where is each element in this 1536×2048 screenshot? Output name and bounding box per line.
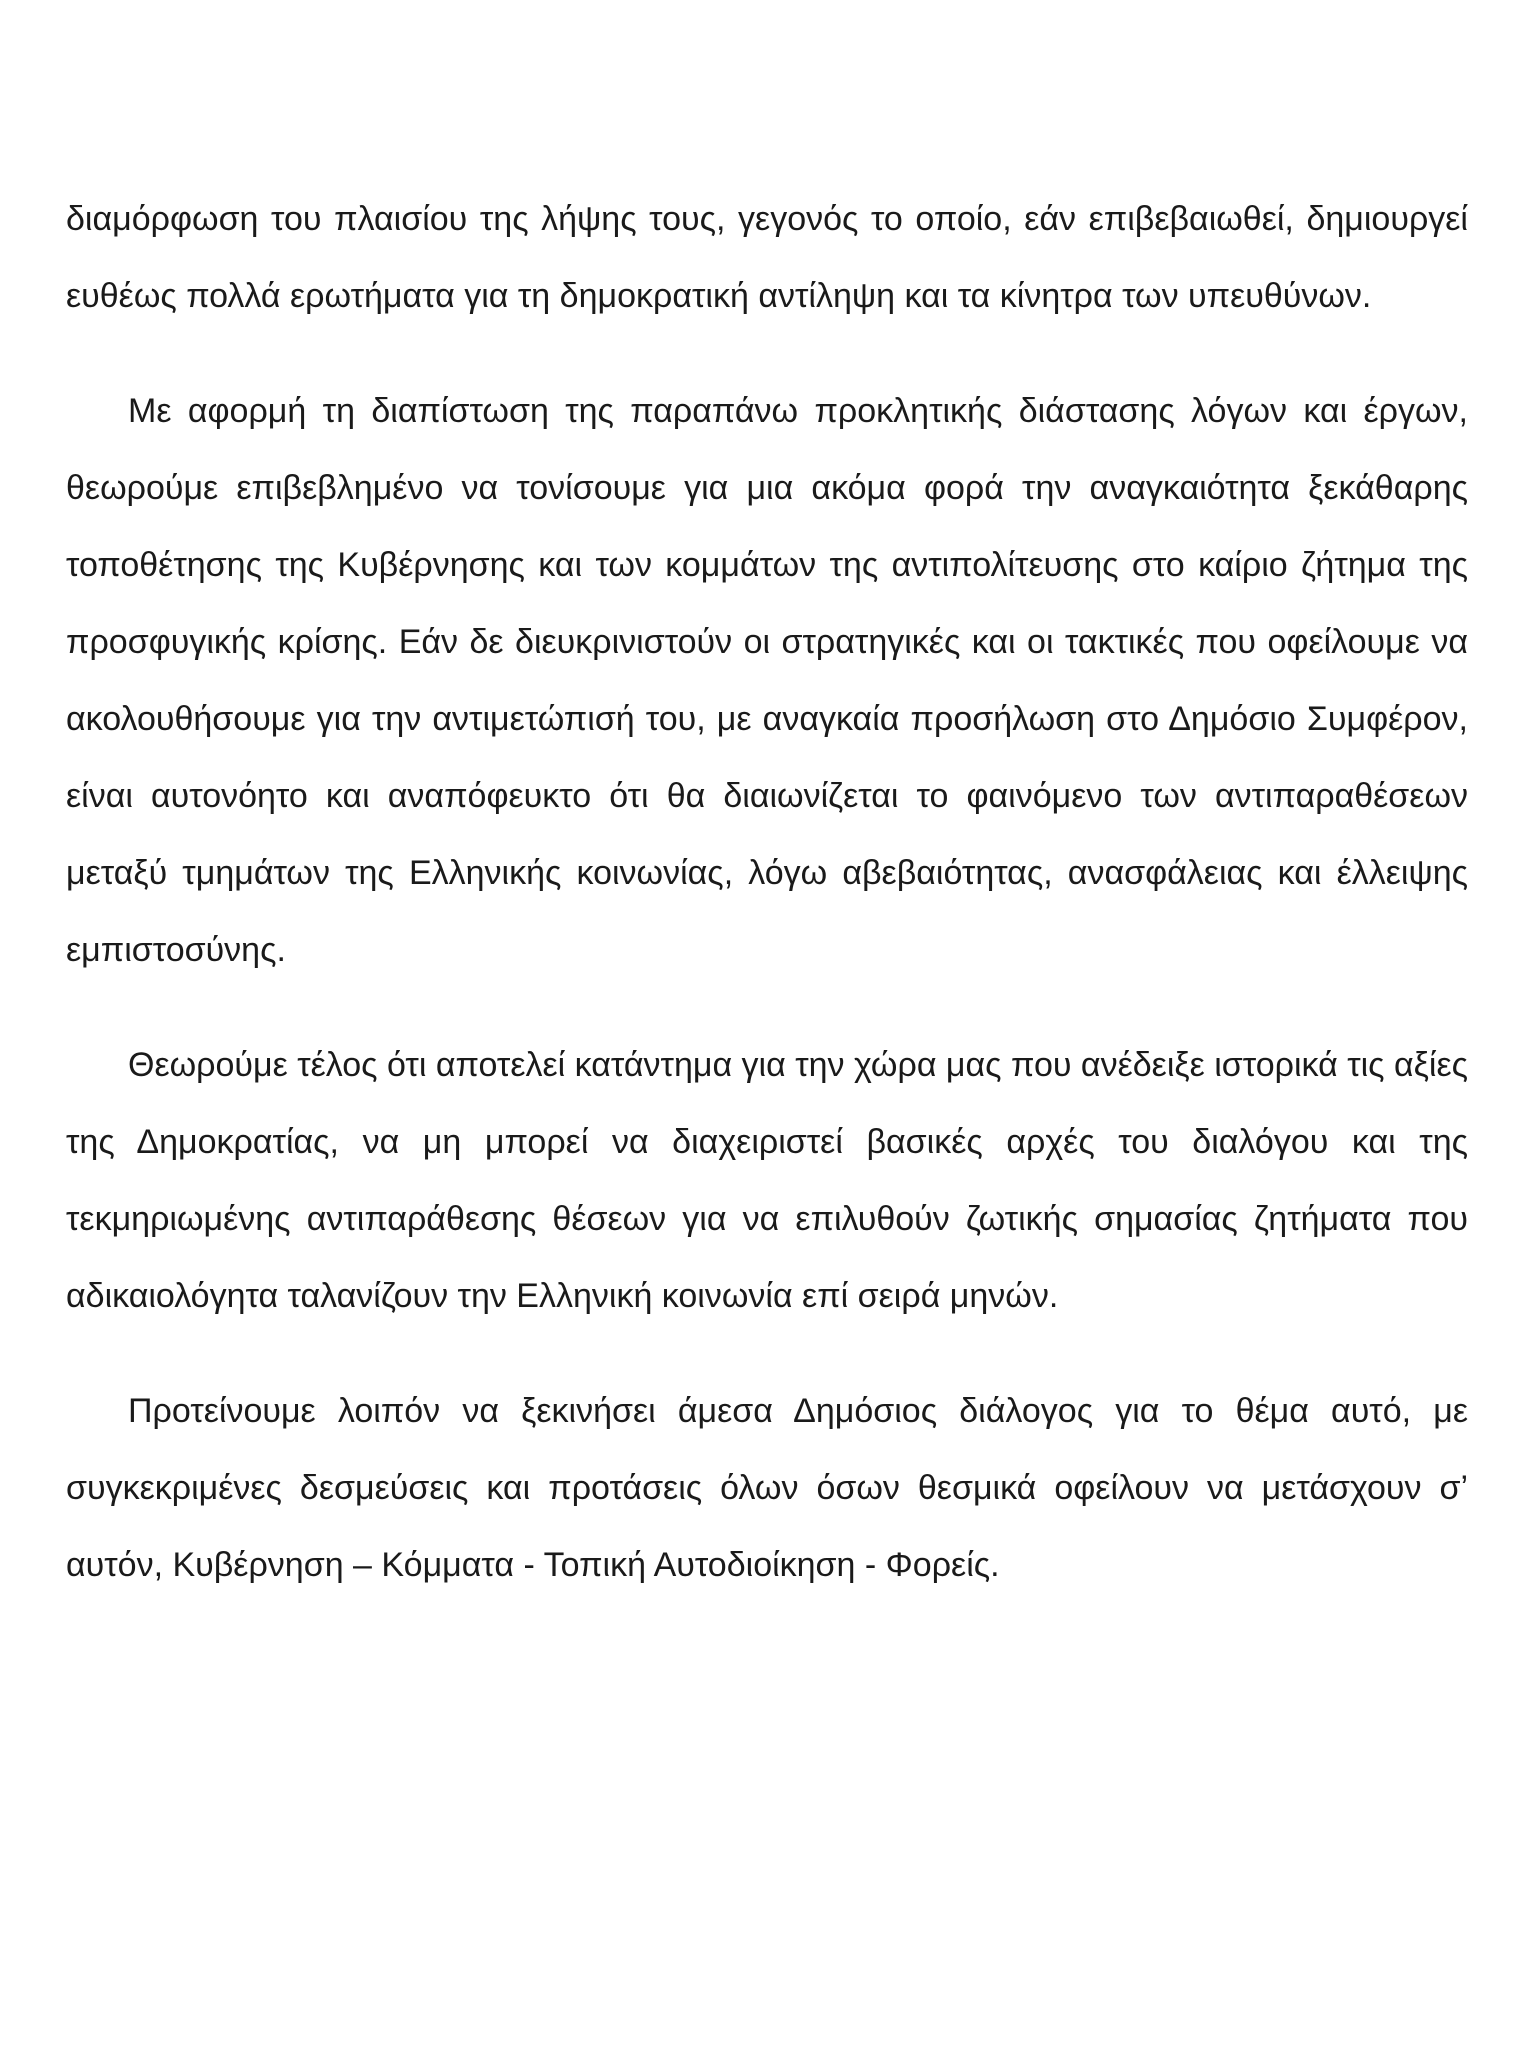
paragraph-proposal: Προτείνουμε λοιπόν να ξεκινήσει άμεσα Δημόσιος διάλογος για το θέμα αυτό, με συγκεκριμένες δεσμεύσεις και προτάσεις όλων όσων θεσμικά οφείλουν να μετάσχουν σ’ αυτόν, Κυβέρνηση – Κόμματα - Τοπική Αυτοδιοίκηση - Φορείς. [66,1392,1468,1584]
paragraph-refugee-crisis: Με αφορμή τη διαπίστωση της παραπάνω προκλητικής διάστασης λόγων και έργων, θεωρούμε επιβεβλημένο να τονίσουμε για μια ακόμα φορά την αναγκαιότητα ξεκάθαρης τοποθέτησης της Κυβέρνησης και των κομμάτων της αντιπολίτευσης στο καίριο ζήτημα της προσφυγικής κρίσης. Εάν δε διευκρινιστούν οι στρατηγικές και οι τακτικές που οφείλουμε να ακολουθήσουμε για την αντιμετώπισή του, με αναγκαία προσήλωση στο Δημόσιο Συμφέρον, είναι αυτονόητο και αναπόφευκτο ότι θα διαιωνίζεται το φαινόμενο των αντιπαραθέσεων μεταξύ τμημάτων της Ελληνικής κοινωνίας, λόγω αβεβαιότητας, ανασφάλειας και έλλειψης εμπιστοσύνης. [66,392,1468,969]
document-body [66,181,1468,1604]
paragraph-continuation: διαμόρφωση του πλαισίου της λήψης τους, γεγονός το οποίο, εάν επιβεβαιωθεί, δημιουργεί ευθέως πολλά ερωτήματα για τη δημοκρατική αντίληψη και τα κίνητρα των υπευθύνων. [66,200,1468,315]
paragraph-democracy: Θεωρούμε τέλος ότι αποτελεί κατάντημα για την χώρα μας που ανέδειξε ιστορικά τις αξίες της Δημοκρατίας, να μη μπορεί να διαχειριστεί βασικές αρχές του διαλόγου και της τεκμηριωμένης αντιπαράθεσης θέσεων για να επιλυθούν ζωτικής σημασίας ζητήματα που αδικαιολόγητα ταλανίζουν την Ελληνική κοινωνία επί σειρά μηνών. [66,1046,1468,1315]
